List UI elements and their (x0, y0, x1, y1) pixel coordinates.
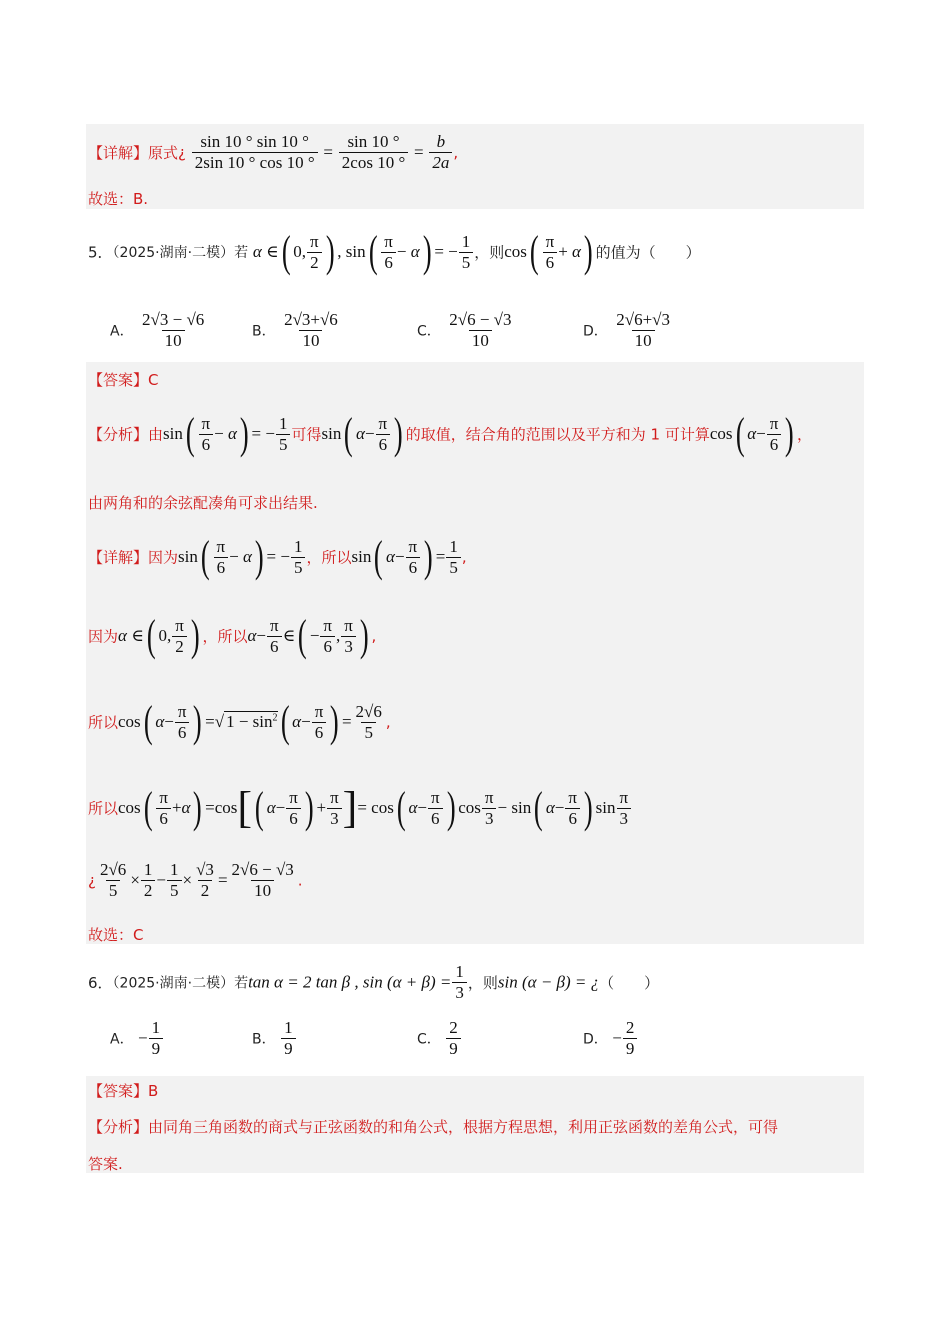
q5-answer: 【答案】C (88, 371, 159, 389)
q5-detail-4: 所以cos( $\frac{\pi}{6}$ +α) =cos[( α− $\frac{\pi}{6}$ ) + $\frac{\pi}{3}$ ]= cos( α− $\frac{\pi}{6}$ ) cos $\frac{\pi}{3}$ − sin( α− $\frac{\pi}{6}$ ) sin $\frac{\pi}{3}$ (88, 786, 632, 830)
q5-option-c[interactable]: C． $\frac{2√6 - √3}{10}$ (417, 310, 512, 350)
q5-option-b[interactable]: B． $\frac{2√3+√6}{10}$ (252, 310, 338, 350)
q5-analysis: 【分析】由sin( $\frac{\pi}{6}$ − α) = − $\frac{1}{5}$ 可得sin( α− $\frac{\pi}{6}$ ) 的取值，结合角的范围以及平方和为 1 可计算cos( α− $\frac{\pi}{6}$ ) ， (88, 409, 812, 458)
q6-option-a[interactable]: A． − $\frac{1}{9}$ (110, 1018, 164, 1059)
q6-option-b[interactable]: B． $\frac{1}{9}$ (252, 1018, 297, 1059)
q6-analysis-line2: 答案. (88, 1155, 123, 1173)
q4-detail: 【详解】原式¿ $\frac{\sin 10 ^\circ \sin 10 ^\circ}{2\sin 10 ^\circ \cos 10 ^\circ}$ = $\frac{\sin 10 ^\circ}{2\cos 10 ^\circ}$ = $\frac{b}{2a}$ , (88, 132, 459, 172)
q5-final-answer: 故选：C (88, 926, 144, 944)
q6-option-c[interactable]: C． $\frac{2}{9}$ (417, 1018, 462, 1059)
q5-detail-2: 因为α ∈( 0, $\frac{\pi}{2}$ ) ，所以α− $\frac{\pi}{6}$ ∈( − $\frac{\pi}{6}$ , $\frac{\pi}{3}$ ) , (88, 611, 377, 660)
q5-option-d[interactable]: D． $\frac{2√6+√3}{10}$ (583, 310, 670, 350)
q6-answer: 【答案】B (88, 1082, 159, 1100)
q5-question: 5．（2025·湖南·二模）若 α ∈( 0, $\frac{\pi}{2}$ ) , sin( $\frac{\pi}{6}$ − α) = − $\frac{1}{5}$ ，则cos( $\frac{\pi}{6}$ + α) 的值为（ ） (88, 227, 701, 276)
q6-question: 6．（2025·湖南·二模）若tan α = 2 tan β , sin (α + β) = $\frac{1}{3}$ ，则sin (α − β) = ¿（ ） (88, 962, 660, 1002)
q5-analysis-line2: 由两角和的余弦配凑角可求出结果. (88, 494, 318, 512)
q5-detail-3: 所以cos( α− $\frac{\pi}{6}$ ) =√ $1 - \sin^2$( α− $\frac{\pi}{6}$ ) = $\frac{2√6}{5}$ , (88, 697, 391, 746)
q5-detail-1: 【详解】因为sin( $\frac{\pi}{6}$ − α) = − $\frac{1}{5}$ ，所以sin( α− $\frac{\pi}{6}$ ) = $\frac{1}{5}$ , (88, 532, 467, 581)
q4-answer: 故选：B. (88, 190, 149, 208)
q6-option-d[interactable]: D． − $\frac{2}{9}$ (583, 1018, 638, 1059)
q6-analysis-line1: 【分析】由同角三角函数的商式与正弦函数的和角公式，根据方程思想，利用正弦函数的差角公式，可得 (88, 1118, 779, 1136)
q5-detail-5: ¿ $\frac{2√6}{5}$ × $\frac{1}{2}$ − $\frac{1}{5}$ × $\frac{√3}{2}$ = $\frac{2√6 - √3}{10}$ . (88, 860, 303, 900)
q5-option-a[interactable]: A． $\frac{2√3 - √6}{10}$ (110, 310, 205, 350)
